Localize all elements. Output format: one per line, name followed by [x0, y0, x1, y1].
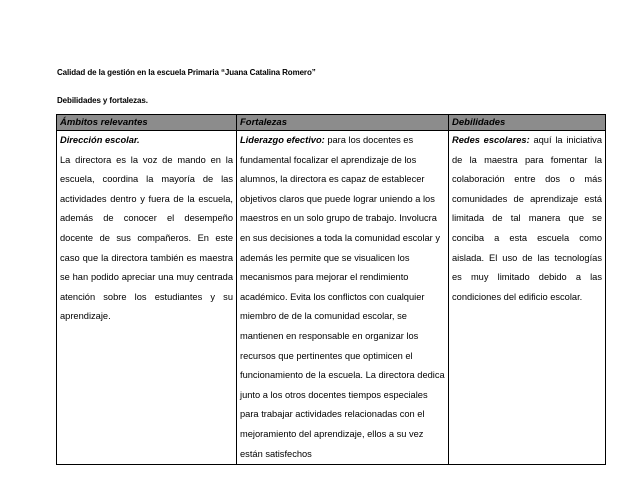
cell-direccion-escolar: [57, 131, 237, 465]
header-ambitos: Ámbitos relevantes: [57, 115, 237, 131]
cell-redes-escolares: [449, 131, 606, 465]
table-row: [57, 131, 606, 465]
cell-paragraph-redes: [452, 131, 602, 307]
cell-text-direccion: La directora es la voz de mando en la escuela, coordina la mayoría de las actividades dentro y fuera de la escuela, además de conocer el desempeño docente de sus compañeros. En este caso que la directora también es maestra se han podido apreciar una muy centrada atención sobre los estudiantes y su aprendizaje.: [60, 154, 233, 322]
header-fortalezas: Fortalezas: [237, 115, 449, 131]
cell-liderazgo-efectivo: [237, 131, 449, 465]
document-subtitle: Debilidades y fortalezas.: [57, 96, 148, 105]
document-title: Calidad de la gestión en la escuela Primaria “Juana Catalina Romero”: [57, 68, 316, 77]
cell-text-redes: aquí la iniciativa de la maestra para fomentar la colaboración entre dos o más comunidades de aprendizaje está limitada de tal manera que se conciba a esta escuela como aislada. El uso de las tecnologías es muy limitado debido a las condiciones del edificio escolar.: [452, 135, 602, 302]
cell-heading-direccion: Dirección escolar.: [60, 135, 140, 145]
header-debilidades: Debilidades: [449, 115, 606, 131]
cell-heading-redes: Redes escolares:: [452, 135, 530, 145]
cell-text-liderazgo: para los docentes es fundamental focalizar el aprendizaje de los alumnos, la directora es capaz de establecer objetivos claros que puede lograr uniendo a los maestros en un solo grupo de trabajo. Involucra en sus decisiones a toda la comunidad escolar y además les permite que se visualicen los mecanismos para mejorar el rendimiento académico. Evita los conflictos con cualquier miembro de de la comunidad escolar, se mantienen en responsable en organizar los recursos que pertinentes que optimicen el funcionamiento de la escuela. La directora dedica junto a los otros docentes tiempos especiales para trabajar actividades relacionadas con el mejoramiento del aprendizaje, ellos a su vez están satisfechos: [240, 135, 445, 459]
cell-heading-liderazgo: Liderazgo efectivo:: [240, 135, 325, 145]
strengths-weaknesses-table: [56, 114, 606, 465]
table-header-row: [57, 115, 606, 131]
cell-paragraph-liderazgo: [240, 131, 445, 464]
